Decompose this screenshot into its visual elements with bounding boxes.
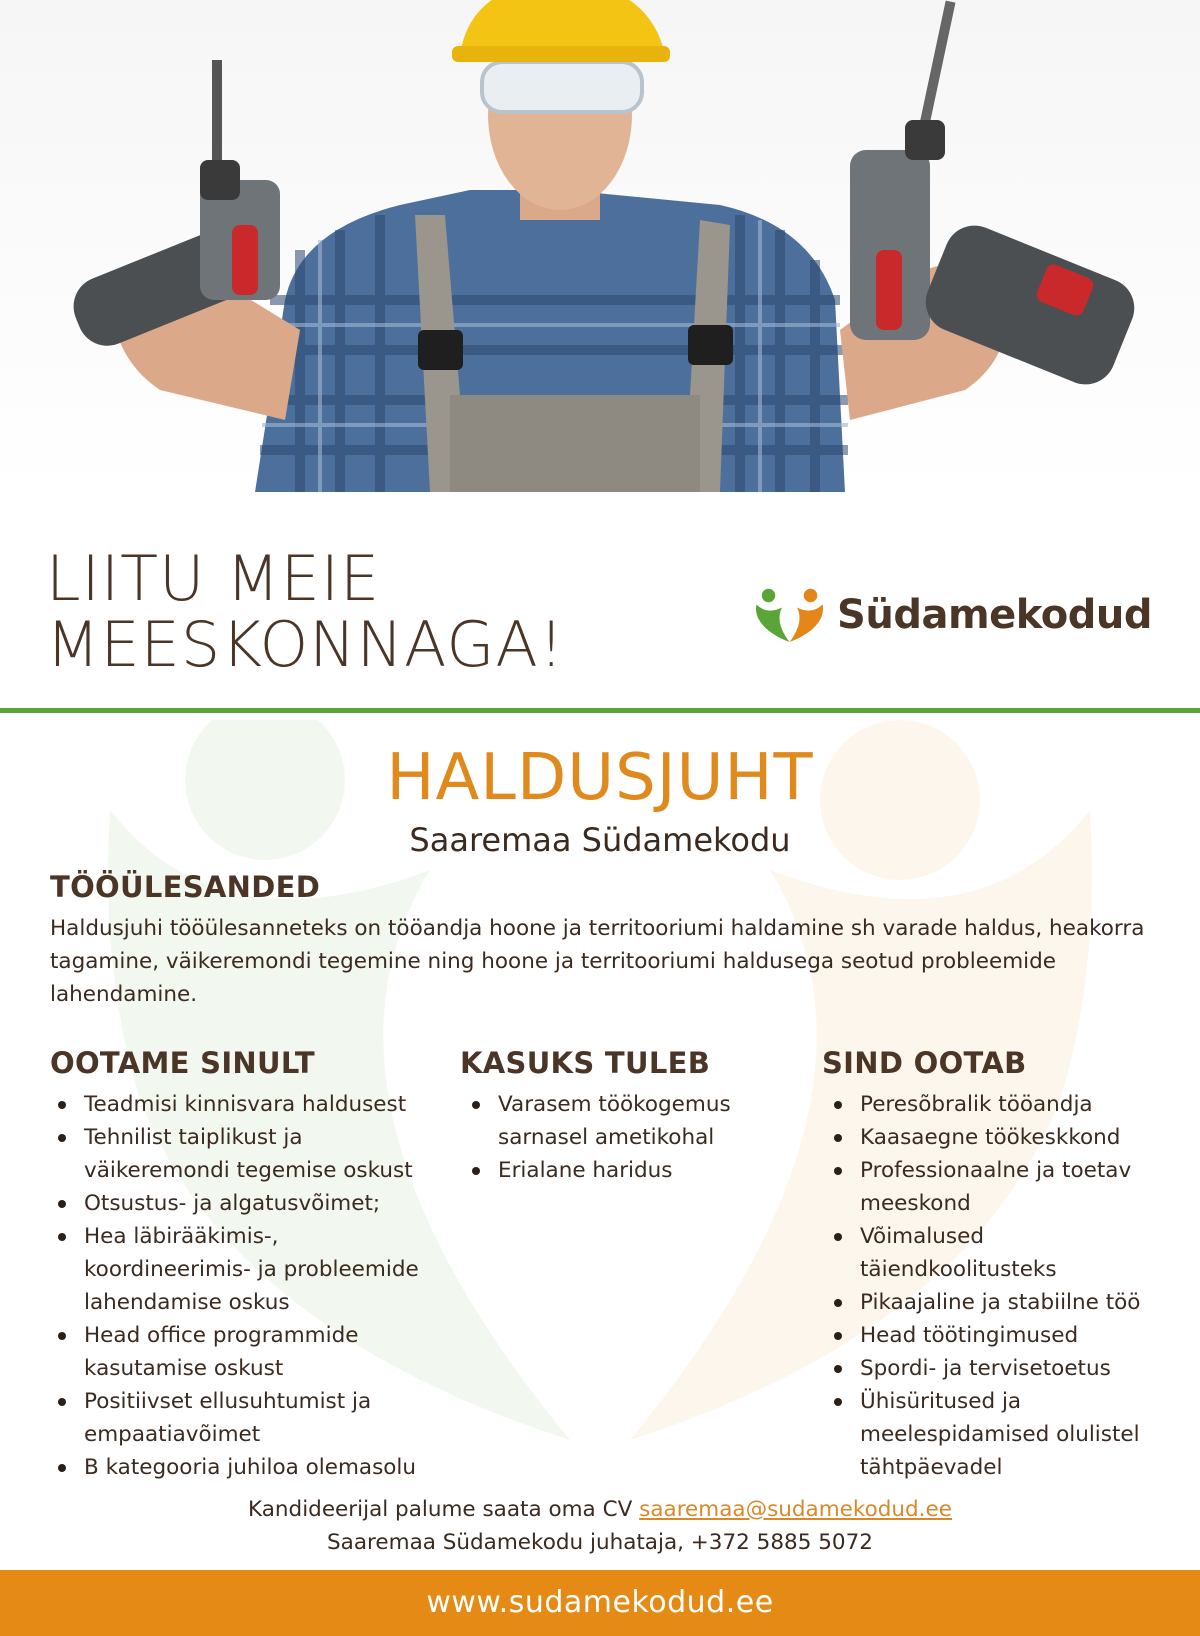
duties-heading: TÖÖÜLESANDED [50,870,321,904]
divider-line [0,708,1200,713]
list-item: Erialane haridus [464,1154,764,1187]
offer-heading: SIND OOTAB [822,1046,1027,1080]
list-item: Pikaajaline ja stabiilne töö [826,1286,1166,1319]
heart-people-logo-icon [752,575,827,655]
advantage-list [464,1088,764,1187]
website-link[interactable]: www.sudamekodud.ee [426,1585,774,1620]
expect-list [50,1088,450,1484]
company-logo [752,575,1152,655]
headline-line-1: LIITU MEIE [46,542,381,615]
offer-list [826,1088,1166,1484]
worker-with-drills-illustration [0,0,1200,492]
list-item: Peresõbralik tööandja [826,1088,1166,1121]
logo-wordmark: Südamekodud [837,592,1152,638]
list-item: Ühisüritused ja meelespidamised olulistel tähtpäevadel [826,1385,1166,1484]
contact-info [0,1493,1200,1559]
email-link[interactable]: saaremaa@sudamekodud.ee [639,1497,952,1522]
list-item: Head töötingimused [826,1319,1166,1352]
list-item: Kaasaegne töökeskkond [826,1121,1166,1154]
list-item: Võimalused täiendkoolitusteks [826,1220,1166,1286]
headline-line-2: MEESKONNAGA! [46,608,565,681]
job-title: HALDUSJUHT [386,741,814,815]
list-item: Positiivset ellusuhtumist ja empaatiavõimet [50,1385,450,1451]
list-item: Otsustus- ja algatusvõimet; [50,1187,450,1220]
contact-line-2: Saaremaa Südamekodu juhataja, +372 5885 5072 [327,1530,873,1555]
contact-line-1 [0,1493,1200,1526]
contact-prefix: Kandideerijal palume saata oma CV [248,1497,633,1522]
headline [46,542,565,681]
job-location: Saaremaa Südamekodu [409,821,791,859]
list-item: Spordi- ja tervisetoetus [826,1352,1166,1385]
list-item: Teadmisi kinnisvara haldusest [50,1088,450,1121]
list-item: Varasem töökogemus sarnasel ametikohal [464,1088,764,1154]
footer-bar [0,1570,1200,1636]
duties-text: Haldusjuhi tööülesanneteks on tööandja hoone ja territooriumi haldamine sh varade haldus, heakorra tagamine, väikeremondi tegemine ning hoone ja territooriumi haldusega seotud probleemide lahendamine. [50,916,1145,1007]
list-item: Head office programmide kasutamise oskust [50,1319,450,1385]
list-item: Professionaalne ja toetav meeskond [826,1154,1166,1220]
list-item: B kategooria juhiloa olemasolu [50,1451,450,1484]
list-item: Tehnilist taiplikust ja väikeremondi tegemise oskust [50,1121,450,1187]
advantage-heading: KASUKS TULEB [460,1046,711,1080]
expect-heading: OOTAME SINULT [50,1046,315,1080]
list-item: Hea läbirääkimis-, koordineerimis- ja probleemide lahendamise oskus [50,1220,450,1319]
hero-photo [0,0,1200,492]
